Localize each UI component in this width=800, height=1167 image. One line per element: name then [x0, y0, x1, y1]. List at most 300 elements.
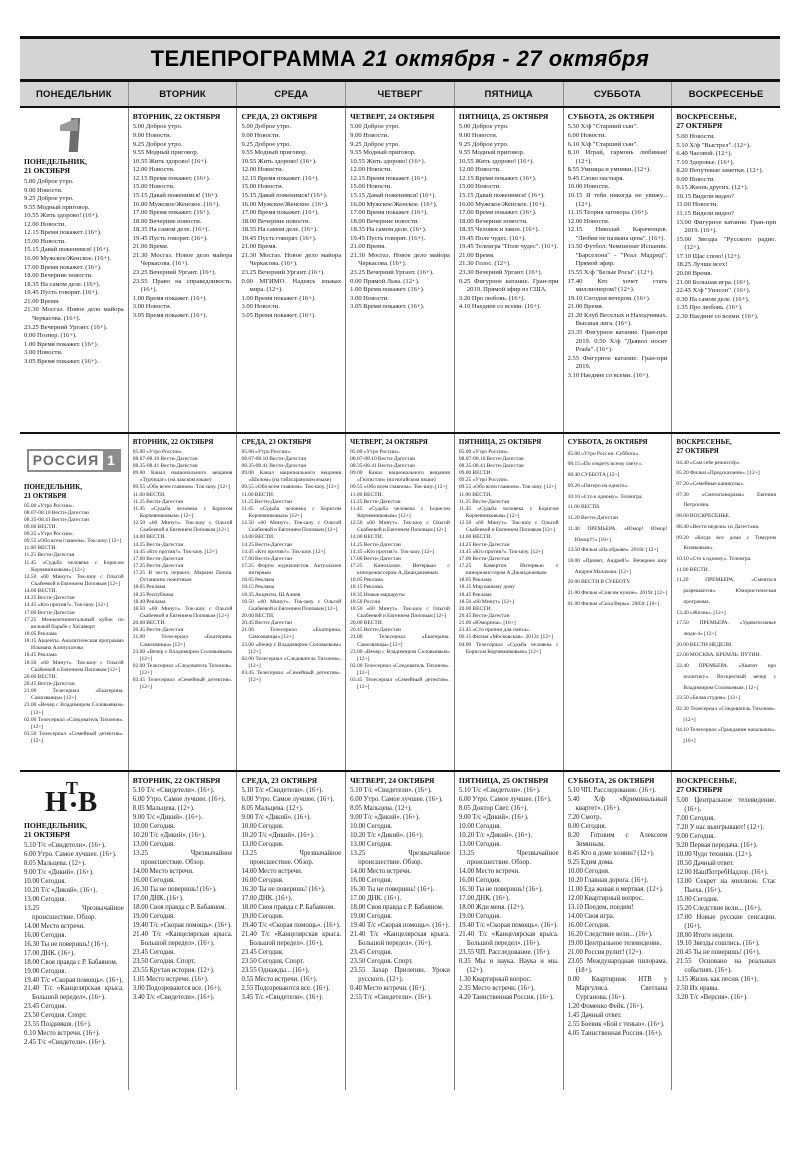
program-entry: 20.45 Вести-Дагестан: [458, 612, 510, 619]
program-entry: 18.35 На самом деле. (16+).: [241, 226, 318, 234]
program-entry: 20.00 Время.: [676, 269, 713, 277]
program-entry: 0.00 Квартирник НТВ у Маргулиса. Светлана Сурганова. (16+).: [567, 975, 668, 1001]
program-entry: 13.00 Фигурное катание. Гран-при 2019. (16+).: [676, 218, 777, 235]
program-entry: 11.20 Вести-Дагестан: [567, 515, 619, 522]
program-entry: 16.00 Мужское/Женское. (16+).: [458, 200, 547, 208]
program-listing: [350, 123, 450, 311]
program-entry: 2.55 Фигурное катание. Гран-при 2019.: [567, 354, 668, 371]
program-entry: 4.05 Таинственная Россия. (16+).: [567, 1029, 663, 1037]
program-entry: 19.45 Пусть говорят. (16+).: [350, 234, 426, 242]
program-entry: 15.55 Х/ф "Белые Росы". (12+).: [567, 269, 655, 277]
program-entry: 14.00 Своя игра.: [567, 913, 615, 921]
program-entry: 18.00 Вечерние новости.: [241, 217, 311, 225]
program-listing: [24, 503, 124, 746]
program-entry: 1.15 Жизнь как песня. (16+).: [676, 976, 759, 984]
program-entry: 12.00 Новости.: [132, 166, 175, 174]
program-entry: 20.00 ВЕСТИ В СУББОТУ.: [567, 579, 631, 586]
program-entry: 18.00 Вечерние новости.: [458, 217, 528, 225]
program-entry: 23.00 «Вечер с Владимиром Соловьевым» [12+]: [132, 648, 233, 662]
tv-guide-page: [0, 36, 800, 1167]
program-entry: 11.25 Вести-Дагестан: [241, 498, 292, 505]
program-entry: 14.00 ВЕСТИ.: [458, 534, 492, 541]
column-day-name: СРЕДА, 23 ОКТЯБРЯ: [241, 438, 312, 446]
program-entry: 15.00 Новости.: [241, 183, 284, 191]
program-entry: 07.20 «Семейные каникулы».: [676, 480, 745, 487]
program-entry: 09.00 ВЕСТИ.: [458, 470, 492, 477]
program-entry: 17.00 ДНК. (16+).: [241, 895, 293, 903]
program-entry: 9.00 Новости.: [241, 132, 280, 140]
program-entry: 17.00 ДНК. (16+).: [350, 895, 402, 903]
program-entry: 21.30 Мосгаз. Новое дело майора Черкасова. (16+).: [24, 306, 124, 322]
program-entry: 5.10 Т/с «Свидетели». (16+).: [241, 787, 324, 795]
program-entry: 18.35 Акценты. Ш.Алиев: [241, 591, 301, 598]
program-entry: 9.00 Новости.: [458, 132, 498, 140]
program-entry: 9.55 Модный приговор.: [24, 203, 90, 211]
program-entry: 19.45 Телеигра "Поле чудес". (16+).: [458, 243, 559, 251]
program-entry: 5.10 Т/с «Свидетели». (16+).: [24, 841, 106, 849]
column-day-date: 27 ОКТЯБРЯ: [676, 446, 719, 455]
program-entry: 15.00 Новости.: [350, 183, 393, 191]
column-day-name: ЧЕТВЕРГ, 24 ОКТЯБРЯ: [350, 438, 428, 446]
program-entry: 5.00 Новости.: [676, 132, 715, 140]
program-entry: 19.40 Т/с «Скорая помощь». (16+).: [24, 976, 124, 984]
program-entry: 20.00 ВЕСТИ.: [458, 605, 492, 612]
program-entry: 8.05 Мальцева. (12+).: [350, 805, 413, 813]
program-entry: 21.00 Время.: [24, 297, 60, 305]
column-day-date: 21 ОКТЯБРЯ: [24, 166, 70, 176]
program-entry: 19.45 Пусть говорят. (16+).: [241, 234, 317, 242]
program-entry: 5.00 Доброе утро.: [458, 123, 509, 131]
program-entry: 13.50 Фильм «На обрыве». 2018г. [12+]: [567, 547, 659, 554]
program-entry: 10.50 Дачный ответ.: [676, 859, 734, 867]
program-entry: 13.25 Чрезвычайное происшествие. Обзор.: [241, 850, 342, 867]
program-entry: 17.25 Кинозалом. Интервью с кинорежиссером А.Джанджиевым: [350, 563, 450, 577]
program-entry: 21.40 Т/с «Канцелярская крыса. Большой передел». (16+).: [458, 930, 559, 947]
program-entry: 23.55 Однажды... (16+).: [241, 966, 310, 974]
program-entry: 14.45 «Кто против?». Ток-шоу. [12+]: [350, 548, 435, 555]
weekday-header-row: [20, 82, 780, 108]
column-day-title: [133, 776, 233, 785]
program-entry: 19.00 Сегодня.: [458, 913, 502, 921]
program-listing: [133, 123, 233, 320]
program-entry: 23.25 Вечерний Ургант. (16+).: [241, 269, 325, 277]
program-entry: 14.00 Место встречи.: [458, 868, 520, 876]
program-entry: 1.00 Время покажет. (16+).: [350, 286, 425, 294]
program-entry: 13.00 Сегодня.: [24, 895, 67, 903]
page-title: [151, 46, 650, 72]
program-entry: 12.50 «60 Минут». Ток-шоу с Ольгой Скабеевой и Евгением Поповым [12+]: [241, 520, 342, 534]
program-entry: 17.25 Вести-Дагестан: [132, 563, 184, 569]
program-entry: 3.40 Т/с «Свидетели». (16+).: [132, 993, 215, 1001]
program-entry: 18.05 Реклама: [350, 577, 383, 584]
program-entry: 21.30 Мосгаз. Новое дело майора Черкасова. (16+).: [132, 251, 233, 268]
program-entry: 12.00 Новости.: [24, 220, 66, 228]
program-entry: 19.00 Центральное телевидение.: [567, 939, 662, 947]
column-day-title: [459, 438, 559, 447]
program-entry: 21.00 «Юморина». [16+]: [458, 620, 516, 627]
program-entry: 02.00 Телесериал «Следователь Тихонов». [12+]: [24, 716, 124, 730]
program-entry: 14.45 «Кто против?». Ток-шоу. [12+]: [24, 602, 109, 609]
program-entry: 09.55 «Обо всем главном». Ток-шоу. [12+]: [132, 484, 231, 491]
program-entry: 18.35 На самом деле. (16+).: [132, 226, 209, 234]
program-entry: 12.15 Время покажет. (16+).: [241, 174, 320, 182]
program-entry: 09.20 «Пятеро на одного».: [567, 482, 629, 489]
schedule-column-channel-one-sun: [672, 108, 780, 432]
program-entry: 21.00 Россия рулит! (12+).: [567, 948, 643, 956]
program-listing: [241, 787, 341, 1002]
program-entry: 09.00 ВЕСТИ.: [24, 523, 57, 530]
column-day-title: [133, 112, 233, 121]
schedule-column-rossiya-1-wed: [237, 434, 346, 770]
program-entry: 9.25 Доброе утро.: [458, 140, 509, 148]
schedule-column-ntv-tue: [129, 772, 238, 1090]
program-entry: 12.50 «60 Минут». Ток-шоу с Ольгой Скабеевой и Евгением Поповым [12+]: [458, 520, 559, 534]
program-entry: 18.00 Своя правда с Р. Бабаяном.: [350, 904, 444, 912]
program-entry: 21.00 Время.: [132, 243, 169, 251]
program-entry: 15.00 Новости.: [24, 237, 66, 245]
program-entry: 0.00 Познер. (16+).: [24, 332, 77, 340]
program-entry: 18.15 Акценты. Аналитическая программа Ильмана Алипулатова: [24, 638, 124, 652]
program-entry: 20.45 Вести-Дагестан: [132, 627, 184, 634]
program-entry: 15.00 Сегодня.: [676, 895, 719, 903]
schedule-column-ntv-thu: [346, 772, 455, 1090]
program-entry: 17.00 Время покажет. (16+).: [241, 209, 320, 217]
program-entry: 9.00 Новости.: [676, 175, 715, 183]
weekday-header-2: ВТОРНИК: [129, 82, 238, 106]
program-entry: 9.25 Доброе утро.: [350, 140, 400, 148]
program-entry: 8.45 Кто в доме хозяин? (12+).: [567, 850, 655, 858]
program-entry: 23.25 Вечерний Ургант. (16+).: [350, 269, 434, 277]
program-entry: 12.15 Время покажет. (16+).: [458, 174, 537, 182]
program-listing: [459, 787, 559, 1002]
program-entry: 3.10 Наедине со всеми. (16+).: [567, 371, 650, 379]
program-entry: 11.25 Вести-Дагестан: [458, 498, 510, 505]
column-day-title: [350, 438, 450, 447]
program-entry: 21.00 Телесериал «Екатерина. Самозванцы» [12+]: [132, 634, 233, 648]
program-entry: 12.50 «60 Минут». Ток-шоу с Ольгой Скабеевой и Евгением Поповым [12+]: [132, 520, 233, 534]
column-day-name: ЧЕТВЕРГ, 24 ОКТЯБРЯ: [350, 776, 435, 785]
program-entry: 23.50 Сегодня. Спорт.: [241, 957, 305, 965]
program-entry: 16.00 Сегодня.: [567, 922, 610, 930]
column-day-name: СРЕДА, 23 ОКТЯБРЯ: [241, 776, 318, 785]
program-entry: 9.00 Т/с «Дикий». (16+).: [132, 814, 203, 822]
program-entry: 17.25 Камертон. Интервью с кинорежиссером А.Джанджиевым: [458, 563, 559, 577]
program-entry: 17.00 Время покажет. (16+).: [24, 263, 102, 271]
program-entry: 11.15 Видели видео?: [676, 210, 734, 218]
program-entry: 9.25 Доброе утро.: [24, 195, 74, 203]
program-entry: 13.25 Чрезвычайное происшествие. Обзор.: [350, 850, 450, 867]
program-entry: 8.20 Готовим с Алексеем Зиминым.: [567, 832, 668, 849]
program-entry: 12.15 Время покажет. (16+).: [24, 229, 102, 237]
program-entry: 13.50 Футбол. Чемпионат Испании. "Барселона" - "Реал Мадрид". Прямой эфир.: [567, 243, 668, 268]
program-entry: 10.00 Сегодня.: [241, 823, 284, 831]
weekday-header-6: СУББОТА: [564, 82, 673, 106]
program-entry: 18.35 Человек и закон. (16+).: [458, 226, 540, 234]
ntv-logo-mark: [45, 779, 103, 817]
program-entry: 6.00 Утро. Самое лучшее. (16+).: [24, 850, 117, 858]
program-entry: 8.05 Мальцева. (12+).: [241, 805, 304, 813]
program-entry: 9.25 Доброе утро.: [132, 140, 183, 148]
program-entry: 3.05 Время покажет. (16+).: [132, 311, 208, 319]
column-day-title: [350, 776, 450, 785]
program-listing: [568, 449, 668, 610]
channel-one-logo: [24, 112, 124, 156]
program-entry: 02.00 Телесериал «Следователь Тихонов». [12+]: [350, 662, 450, 677]
column-day-title: [676, 438, 776, 456]
program-entry: 09.25 «Утро России».: [458, 477, 509, 484]
program-entry: 5.10 Т/с «Свидетели». (16+).: [132, 787, 215, 795]
program-listing: [568, 787, 668, 1038]
program-entry: 14.25 Вести-Дагестан: [458, 541, 510, 548]
program-entry: 18.05 Реклама: [458, 577, 492, 584]
program-entry: 20.00 ВЕСТИ НЕДЕЛИ.: [676, 641, 733, 648]
program-entry: 14.25 Вести-Дагестан: [241, 541, 293, 548]
program-entry: 19.00 Сегодня.: [24, 967, 67, 975]
program-entry: 05.00 «Утро России. Суббота».: [567, 450, 640, 457]
program-entry: 21.00 Телесериал «Екатерина. Самозванцы» [12+]: [24, 688, 124, 702]
program-entry: 6.00 Утро. Самое лучшее. (16+).: [132, 796, 226, 804]
program-entry: 19.10 Звезды сошлись. (16+).: [676, 940, 760, 948]
program-entry: 17.40 Кто хочет стать миллионером? (12+).: [567, 277, 668, 294]
program-entry: 21.00 Большая игра. (16+).: [676, 278, 751, 286]
program-entry: 11.25 Вести-Дагестан: [132, 498, 184, 505]
program-entry: 17.25 В честь первого. Маркин Попов. Останкино сюжетным: [132, 570, 233, 584]
program-entry: 6.10 Х/ф "Старший сын".: [567, 140, 638, 148]
column-day-title: [24, 157, 124, 176]
program-entry: 23.25 Вечерний Ургант. (16+).: [132, 269, 217, 277]
program-entry: 02.30 Телесериал «Следователь Тихонов». [12+]: [676, 706, 777, 723]
program-entry: 8.05 Мальцева. (12+).: [24, 859, 86, 867]
program-entry: 09.25 «Утро России».: [24, 531, 75, 538]
program-entry: 11.25 Вести-Дагестан: [350, 498, 401, 505]
program-entry: 23.45 Сегодня.: [24, 1003, 67, 1011]
program-entry: 18.00 Итоги недели.: [676, 931, 734, 939]
program-entry: 02.00 Телесериал «Следователь Тихонов». [12+]: [241, 655, 342, 669]
program-listing: [350, 787, 450, 1002]
program-entry: 10.20 Т/с «Дикий». (16+).: [350, 832, 424, 840]
program-entry: 18.50 «60 Минут». Ток-шоу с Ольгой Скабеевой и Евгением Поповым [12+]: [241, 598, 342, 612]
program-entry: 09.00 Канал национального вещания «Турчидаг» (на лакском языке): [132, 470, 233, 484]
column-day-date: 27 ОКТЯБРЯ: [676, 785, 723, 795]
program-entry: 07.30 «Смехопанорама» Евгения Петросяна.: [676, 491, 777, 509]
program-entry: 0.30 На самом деле. (16+).: [676, 295, 750, 303]
program-entry: 15.15 Давай поженимся! (16+).: [458, 191, 545, 199]
program-entry: 5.00 Доброе утро.: [132, 123, 183, 131]
program-entry: 18.50 «60 Минут». Ток-шоу с Ольгой Скабеевой и Евгением Поповым [12+]: [132, 605, 233, 619]
program-entry: 13.00 Сегодня.: [350, 841, 393, 849]
program-entry: 11.00 ВЕСТИ.: [132, 491, 166, 498]
column-day-title: [676, 776, 776, 795]
program-entry: 19.00 Сегодня.: [350, 913, 393, 921]
program-entry: 08.40 СУББОТА [12+]: [567, 472, 620, 479]
program-entry: 0.25 Фигурное катание. Гран-при 2019. Прямой эфир из США.: [458, 277, 559, 294]
program-entry: 12.15 Время покажет. (16+).: [350, 174, 428, 182]
program-entry: 15.20 Следствие вели... (16+).: [676, 904, 762, 912]
schedule-column-ntv-sun: [672, 772, 780, 1090]
program-entry: 16.30 Ты не поверишь! (16+).: [24, 940, 109, 948]
column-day-title: [459, 112, 559, 121]
program-entry: 17.00 Новые русские сенсации. (16+).: [676, 913, 777, 930]
program-entry: 2.55 Подозреваются все. (16+).: [241, 984, 331, 992]
program-listing: [24, 842, 124, 1048]
program-listing: [459, 123, 559, 311]
program-entry: 5.40 Х/ф «Криминальный квартет». (16+).: [567, 796, 668, 813]
program-entry: 23.30 Вечерний Ургант. (16+).: [458, 269, 543, 277]
program-entry: 18.15 Реклама: [241, 584, 275, 591]
program-entry: 23.45 Сегодня.: [350, 948, 393, 956]
program-entry: 16.00 Мужское/Женское. (16+).: [241, 200, 329, 208]
program-entry: 17.00 Вести-Дагестан: [350, 555, 401, 562]
program-entry: 0.00 Прямой Льва. (12+).: [350, 277, 420, 285]
program-entry: 8.55 Умницы и умники. (12+).: [567, 166, 651, 174]
program-entry: 3.00 Новости.: [350, 294, 389, 302]
program-entry: 10.55 Жить здорово! (16+).: [458, 157, 535, 165]
program-entry: 04.00 Телесериал «Судьба человека с Борисом Корчевниковым» [12+]: [458, 641, 559, 655]
program-listing: [676, 797, 776, 1003]
program-entry: 20.00 ВЕСТИ.: [350, 620, 384, 627]
program-entry: 19.45 Пусть говорят. (16+).: [132, 234, 208, 242]
program-entry: 05.00 «Утро России».: [350, 448, 401, 455]
program-entry: 5.10 Т/с «Свидетели». (16+).: [350, 787, 432, 795]
program-entry: 9.25 Доброе утро.: [241, 140, 292, 148]
program-entry: 12.15 Время покажет. (16+).: [132, 174, 211, 182]
program-entry: 16.00 Мужское/Женское. (16+).: [132, 200, 220, 208]
program-entry: 16.30 Ты не поверишь! (16+).: [132, 886, 217, 894]
program-entry: 17.00 Время покажет. (16+).: [132, 209, 211, 217]
program-entry: 18.50 «60 Минут» [12+]: [458, 598, 514, 605]
program-entry: 14.25 Вести-Дагестан: [132, 541, 184, 548]
masthead-heading: ТЕЛЕПРОГРАММА: [150, 46, 357, 71]
program-entry: 9.00 Т/с «Дикий». (16+).: [350, 814, 420, 822]
program-entry: 3.00 Новости.: [241, 303, 280, 311]
program-entry: 14.00 Место встречи.: [350, 868, 412, 876]
program-entry: 10.55 Жить здорово! (16+).: [350, 157, 426, 165]
program-listing: [241, 449, 341, 685]
program-entry: 17.00 ДНК. (16+).: [24, 949, 75, 957]
program-entry: 10.00 Сегодня.: [132, 823, 175, 831]
column-day-title: [24, 821, 124, 840]
program-entry: 00.15 Фильм «Московская». 2013г. [12+]: [458, 634, 553, 641]
program-entry: 13.25 Чрезвычайное происшествие. Обзор.: [24, 904, 124, 921]
program-entry: 5.00 Доброе утро.: [241, 123, 292, 131]
program-entry: 15.15 Давай поженимся! (16+).: [350, 191, 437, 199]
column-day-title: [676, 112, 776, 131]
program-entry: 14.45 «Кто против?». Ток-шоу. [12+]: [458, 548, 543, 555]
program-entry: 0.40 Место встречи. (16+).: [350, 984, 427, 992]
rossiya-logo-word: РОССИЯ: [32, 452, 100, 468]
program-entry: 23.25 Вечерний Ургант. (16+).: [24, 323, 108, 331]
program-entry: 14.00 Место встречи.: [241, 868, 303, 876]
program-entry: 0.00 МГИМО. Надеясь языках мира. (12+).: [241, 277, 342, 294]
program-entry: 21.40 Т/с «Канцелярская крыса. Большой передел». (16+).: [24, 985, 124, 1002]
program-entry: 18.00 Вечерние новости.: [132, 217, 202, 225]
program-entry: 21.30 Мосгаз. Новое дело майора Черкасова. (16+).: [350, 251, 450, 268]
program-entry: 17.00 Вести-Дагестан: [24, 609, 75, 616]
program-entry: 19.40 Т/с «Скорая помощь». (16+).: [458, 922, 558, 930]
program-entry: 03.50 Телесериал «Семейный детектив». [12+]: [24, 731, 124, 745]
program-entry: 15.00 Новости.: [132, 183, 175, 191]
program-entry: 17.00 Вести-Дагестан: [458, 555, 510, 562]
program-entry: 18.05 Реклама: [132, 584, 166, 591]
schedule-column-channel-one-thu: [346, 108, 455, 432]
column-day-title: [568, 438, 668, 447]
program-entry: 0.35 Мы и наука. Наука и мы. (12+).: [458, 957, 559, 974]
program-entry: 18.00 «Привет, Андрей!». Вечернее шоу Андрея Малахова. [12+]: [567, 557, 668, 575]
program-entry: 16.00 Сегодня.: [24, 931, 67, 939]
program-entry: 20.45 Вести-Дагестан: [24, 681, 75, 688]
program-entry: 09.00 Канал национального вещания «Шолом» (на табасаранском языке): [241, 470, 342, 484]
program-listing: [459, 449, 559, 656]
program-entry: 10.15 Видели видео?: [676, 192, 735, 200]
schedule-column-rossiya-1-mon: [20, 434, 129, 770]
program-entry: 14.25 Вести-Дагестан: [350, 541, 401, 548]
program-entry: 17.50 ПРЕМЬЕРА. «Удивительные люди-4» [12+]: [676, 620, 777, 637]
program-entry: 20.45 Ты не поверишь! (16+).: [676, 949, 761, 957]
program-entry: 18.05 Реклама: [241, 577, 275, 584]
program-entry: 1.35 Про любовь. (16+).: [676, 304, 743, 312]
program-entry: 18.35 Новые маршруты: [350, 591, 405, 598]
program-entry: 11.40 ПРЕМЬЕРА. «Юмор! Юмор! Юмор!!!» [16+]: [567, 525, 668, 543]
column-day-name: ВОСКРЕСЕНЬЕ,: [676, 438, 732, 446]
program-entry: 3.05 Время покажет. (16+).: [241, 311, 316, 319]
program-entry: 21.30 Мосгаз. Новое дело майора Черкасова. (16+).: [241, 251, 342, 268]
program-entry: 20.00 ВЕСТИ.: [24, 673, 57, 680]
program-entry: 05.00 «Утро России».: [458, 448, 509, 455]
program-entry: 9.55 Модный приговор.: [241, 149, 308, 157]
program-entry: 17.00 Вести-Дагестан: [241, 555, 293, 562]
program-entry: 10.20 Главная дорога. (16+).: [567, 877, 649, 885]
program-entry: 18.00 Своя правда с Р. Бабаяном.: [24, 958, 118, 966]
program-entry: 17.25 Форум журналистов. Актуальное интервью: [241, 563, 342, 577]
program-entry: 23.50 Сегодня. Спорт.: [132, 957, 196, 965]
schedule-column-channel-one-mon: [20, 108, 129, 432]
program-entry: 2.50 Их нравы.: [676, 985, 720, 993]
schedule-column-rossiya-1-thu: [346, 434, 455, 770]
program-entry: 18.15 Реклама: [350, 584, 383, 591]
program-entry: 08.07-08.10 Вести-Дагестан: [458, 455, 524, 462]
schedule-column-channel-one-fri: [455, 108, 564, 432]
column-day-name: ПОНЕДЕЛЬНИК,: [24, 483, 82, 491]
program-entry: 10.15 Я тебя никогда не увижу... (12+).: [567, 191, 668, 208]
program-entry: 1.20 Фоменко Фейк. (16+).: [567, 1002, 644, 1010]
program-entry: 0.10 Место встречи. (16+).: [24, 1030, 100, 1038]
program-entry: 14.00 Место встречи.: [24, 922, 85, 930]
program-entry: 11.00 ВЕСТИ.: [676, 566, 710, 573]
weekday-header-3: СРЕДА: [237, 82, 346, 106]
program-entry: 3.05 Время покажет. (16+).: [24, 357, 99, 365]
program-entry: 10.00 Чудо техники. (12+).: [676, 850, 753, 858]
program-entry: 13.40 «Жизнь». [12+]: [676, 609, 726, 616]
program-entry: 17.00 Время покажет. (16+).: [458, 209, 537, 217]
program-entry: 03.45 Телесериал «Семейный детектив». [12+]: [132, 677, 233, 691]
program-entry: 12.00 НашПотребНадзор. (16+).: [676, 868, 769, 876]
program-entry: 04.40 «Сам себе режиссёр».: [676, 459, 741, 466]
program-entry: 16.00 Сегодня.: [350, 877, 393, 885]
program-entry: 08.07-08.10 Вести-Дагестан: [24, 509, 89, 516]
program-entry: 12.00 Новости.: [350, 166, 393, 174]
program-entry: 6.00 Утро. Самое лучшее. (16+).: [241, 796, 335, 804]
program-entry: 18.25 Республика: [132, 591, 174, 598]
program-entry: 9.00 Новости.: [132, 132, 172, 140]
schedule-column-rossiya-1-fri: [455, 434, 564, 770]
program-entry: 19.10 Сегодня вечером. (16+).: [567, 294, 651, 302]
program-entry: 6.00 Утро. Самое лучшее. (16+).: [350, 796, 443, 804]
program-entry: 15.15 Давай поженимся! (16+).: [241, 191, 328, 199]
program-entry: 20.00 ВЕСТИ.: [132, 620, 166, 627]
program-entry: 09.55 «Обо всем главном». Ток-шоу. [12+]: [458, 484, 557, 491]
program-entry: 21.00 Время.: [350, 243, 386, 251]
column-day-title: [241, 438, 341, 447]
